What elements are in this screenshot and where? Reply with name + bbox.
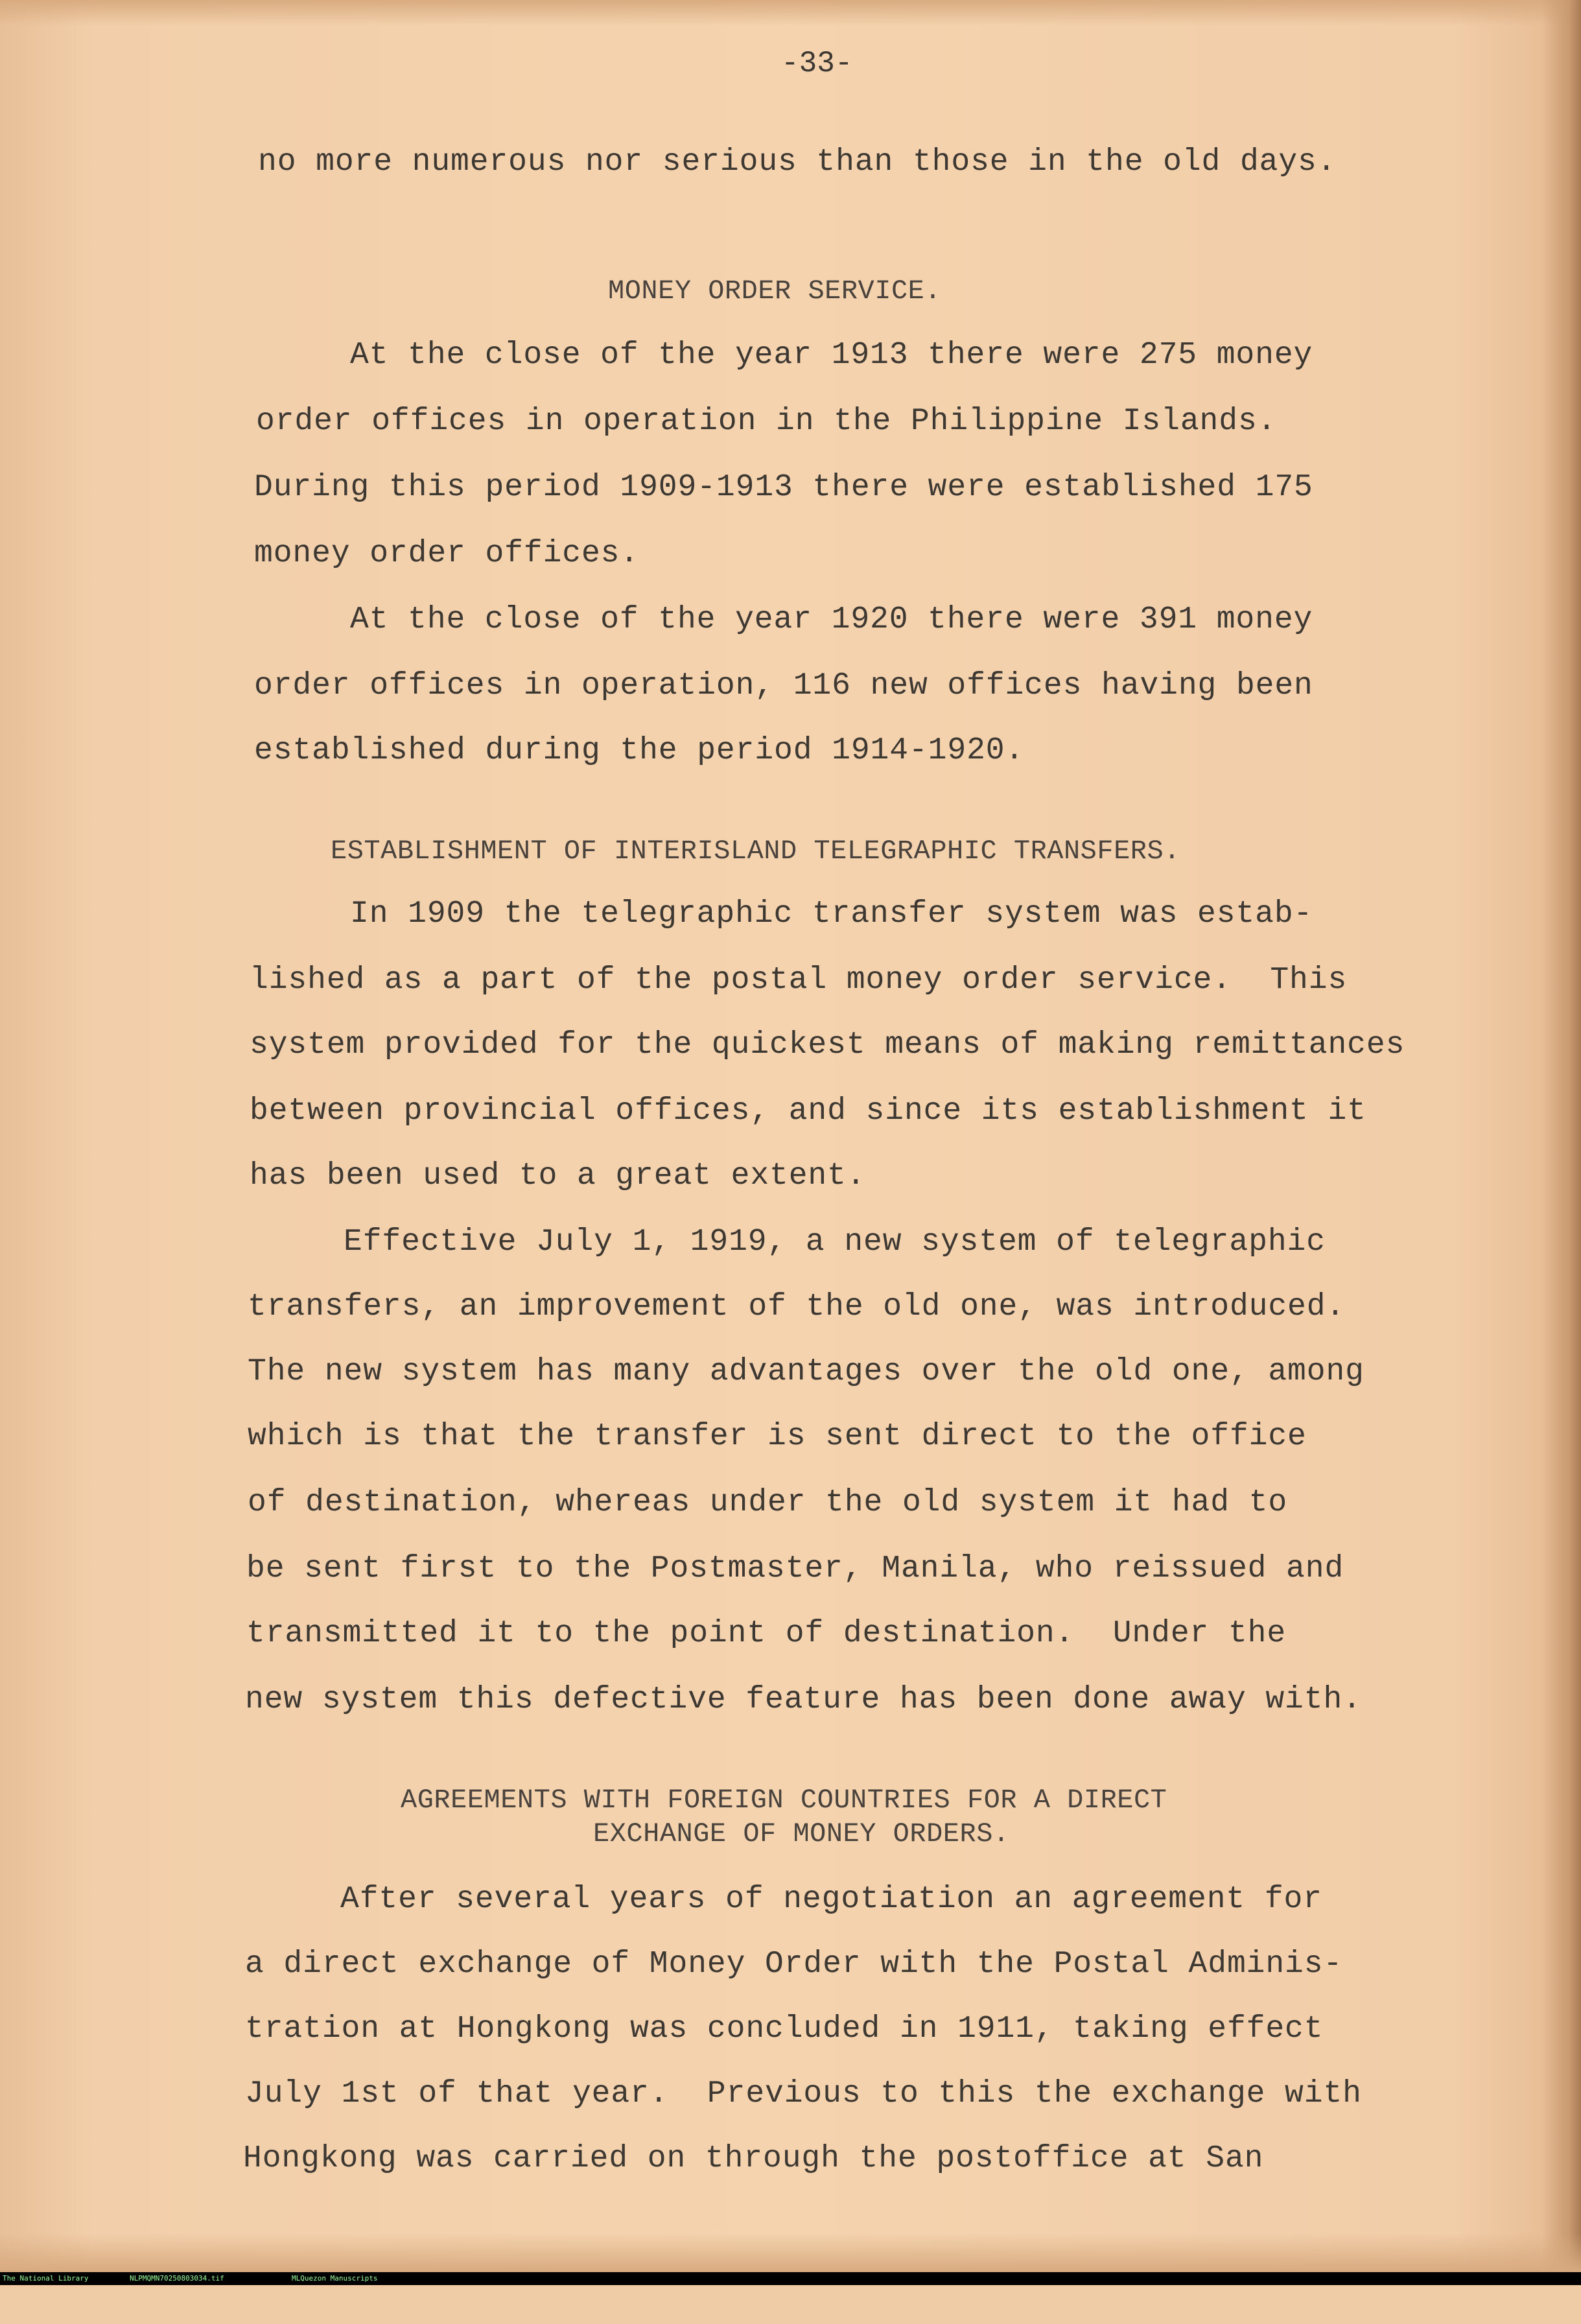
scan-metadata-bar	[0, 2272, 1581, 2285]
text-line: After several years of negotiation an agreement for	[340, 1882, 1322, 1917]
text-line: transmitted it to the point of destination. Under the	[246, 1616, 1287, 1651]
text-line: Hongkong was carried on through the postoffice at San	[243, 2141, 1264, 2176]
text-line: a direct exchange of Money Order with the Postal Adminis-	[245, 1947, 1343, 1982]
text-line: order offices in operation in the Philippine Islands.	[256, 404, 1277, 439]
text-line: transfers, an improvement of the old one, was introduced.	[248, 1289, 1346, 1324]
text-line: which is that the transfer is sent direct to the office	[248, 1419, 1307, 1454]
text-line: of destination, whereas under the old system it had to	[248, 1485, 1288, 1520]
page-edge-shadow	[1542, 0, 1581, 2272]
footer-library: The National Library	[3, 2274, 89, 2283]
text-line: money order offices.	[254, 536, 640, 571]
page-number: -33-	[781, 47, 853, 80]
section-heading-money-order-service: MONEY ORDER SERVICE.	[608, 276, 942, 307]
text-line: In 1909 the telegraphic transfer system was estab-	[350, 897, 1313, 932]
text-line: July 1st of that year. Previous to this the exchange with	[245, 2076, 1362, 2111]
text-line: established during the period 1914-1920.	[254, 733, 1025, 768]
text-line: no more numerous nor serious than those in the old days.	[258, 145, 1337, 180]
text-line: Effective July 1, 1919, a new system of telegraphic	[344, 1225, 1326, 1260]
text-line: between provincial offices, and since its establishment it	[250, 1094, 1366, 1129]
text-line: be sent first to the Postmaster, Manila, who reissued and	[246, 1551, 1344, 1586]
text-line: has been used to a great extent.	[250, 1158, 866, 1193]
footer-file: NLPMQMN70250803034.tif	[130, 2274, 224, 2283]
text-line: order offices in operation, 116 new offices having been	[254, 668, 1313, 703]
section-heading-agreements-line-2: EXCHANGE OF MONEY ORDERS.	[593, 1818, 1010, 1849]
text-line: tration at Hongkong was concluded in 1911, taking effect	[245, 2012, 1324, 2047]
section-heading-agreements: AGREEMENTS WITH FOREIGN COUNTRIES FOR A DIRECT	[401, 1785, 1167, 1816]
text-line: new system this defective feature has been done away with.	[245, 1682, 1362, 1717]
text-line: system provided for the quickest means of making remittances	[250, 1027, 1405, 1062]
text-line: The new system has many advantages over the old one, among	[248, 1354, 1364, 1389]
footer-collection: MLQuezon Manuscripts	[292, 2274, 378, 2283]
text-line: At the close of the year 1920 there were 391 money	[350, 602, 1313, 637]
text-line: lished as a part of the postal money order service. This	[250, 963, 1348, 998]
text-line: At the close of the year 1913 there were 275 money	[350, 338, 1313, 373]
text-line: During this period 1909-1913 there were established 175	[254, 470, 1313, 505]
section-heading-telegraphic-transfers: ESTABLISHMENT OF INTERISLAND TELEGRAPHIC TRANSFERS.	[331, 836, 1180, 867]
